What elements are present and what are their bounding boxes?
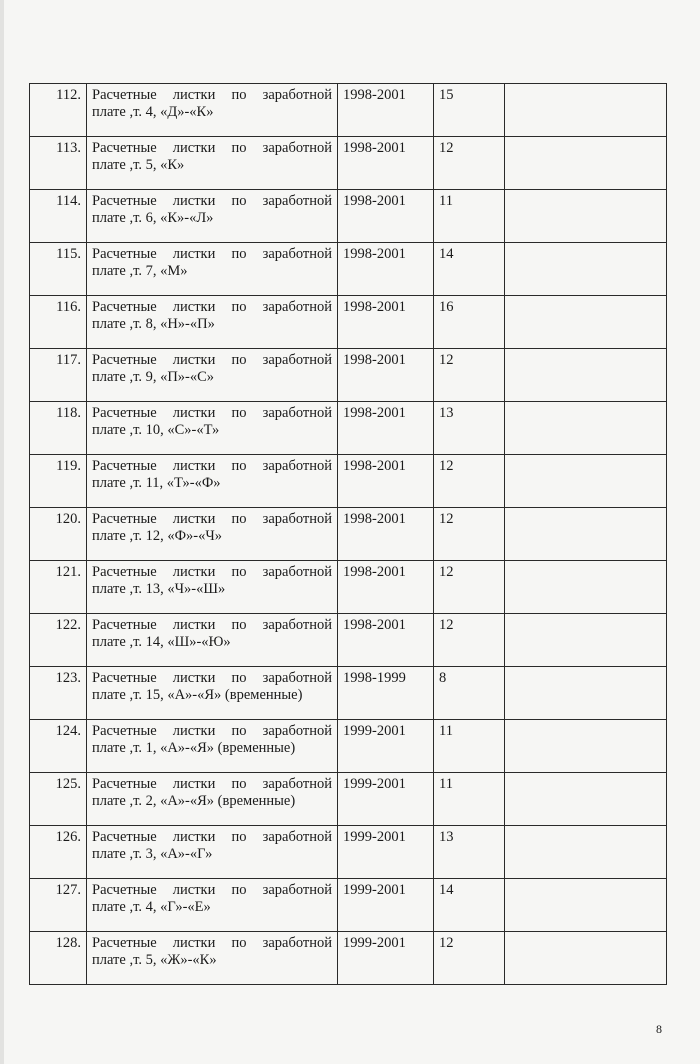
row-dates: 1998-2001 [338, 243, 434, 296]
row-title-line2: плате ,т. 13, «Ч»-«Ш» [92, 581, 226, 597]
row-number: 117. [30, 349, 87, 402]
row-title-line1: Расчетные листки по заработной [92, 246, 332, 262]
row-title [87, 932, 338, 985]
row-sheet-count: 12 [434, 455, 505, 508]
row-number: 118. [30, 402, 87, 455]
row-dates: 1999-2001 [338, 773, 434, 826]
row-sheet-count: 13 [434, 826, 505, 879]
row-dates: 1998-2001 [338, 402, 434, 455]
table-row [30, 773, 667, 826]
row-title-line2: плате ,т. 4, «Г»-«Е» [92, 899, 211, 915]
table-row [30, 667, 667, 720]
registry-table [29, 83, 667, 985]
row-title-line1: Расчетные листки по заработной [92, 140, 332, 156]
row-title-line1: Расчетные листки по заработной [92, 87, 332, 103]
table-row [30, 561, 667, 614]
row-note [505, 455, 667, 508]
row-dates: 1998-1999 [338, 667, 434, 720]
row-note [505, 614, 667, 667]
row-number: 123. [30, 667, 87, 720]
row-title [87, 84, 338, 137]
row-title-line1: Расчетные листки по заработной [92, 458, 332, 474]
row-title-line1: Расчетные листки по заработной [92, 776, 332, 792]
row-title [87, 826, 338, 879]
row-title-line2: плате ,т. 12, «Ф»-«Ч» [92, 528, 223, 544]
row-title-line1: Расчетные листки по заработной [92, 299, 332, 315]
row-dates: 1998-2001 [338, 84, 434, 137]
row-title-line2: плате ,т. 6, «К»-«Л» [92, 210, 214, 226]
row-number: 115. [30, 243, 87, 296]
row-note [505, 879, 667, 932]
row-sheet-count: 12 [434, 137, 505, 190]
row-number: 124. [30, 720, 87, 773]
row-title-line1: Расчетные листки по заработной [92, 405, 332, 421]
row-note [505, 349, 667, 402]
row-title-line1: Расчетные листки по заработной [92, 617, 332, 633]
row-title-line2: плате ,т. 15, «А»-«Я» (временные) [92, 687, 303, 703]
table-row [30, 296, 667, 349]
row-note [505, 932, 667, 985]
row-note [505, 720, 667, 773]
row-note [505, 826, 667, 879]
row-sheet-count: 13 [434, 402, 505, 455]
row-title [87, 720, 338, 773]
table-row [30, 84, 667, 137]
row-dates: 1998-2001 [338, 508, 434, 561]
row-title-line1: Расчетные листки по заработной [92, 670, 332, 686]
table-row [30, 826, 667, 879]
row-note [505, 137, 667, 190]
row-title-line1: Расчетные листки по заработной [92, 935, 332, 951]
row-note [505, 561, 667, 614]
row-title [87, 773, 338, 826]
row-title-line1: Расчетные листки по заработной [92, 564, 332, 580]
row-number: 128. [30, 932, 87, 985]
row-number: 114. [30, 190, 87, 243]
row-note [505, 84, 667, 137]
row-sheet-count: 12 [434, 614, 505, 667]
page-number: 8 [656, 1022, 662, 1036]
table-row [30, 720, 667, 773]
row-title [87, 402, 338, 455]
table-row [30, 614, 667, 667]
row-note [505, 190, 667, 243]
row-dates: 1998-2001 [338, 349, 434, 402]
table-row [30, 349, 667, 402]
row-note [505, 773, 667, 826]
row-number: 122. [30, 614, 87, 667]
row-title-line2: плате ,т. 2, «А»-«Я» (временные) [92, 793, 296, 809]
row-title [87, 455, 338, 508]
row-title [87, 243, 338, 296]
row-title [87, 190, 338, 243]
table-row [30, 932, 667, 985]
row-title-line1: Расчетные листки по заработной [92, 723, 332, 739]
row-note [505, 667, 667, 720]
row-dates: 1998-2001 [338, 561, 434, 614]
row-sheet-count: 15 [434, 84, 505, 137]
row-title [87, 137, 338, 190]
row-title-line1: Расчетные листки по заработной [92, 829, 332, 845]
row-dates: 1998-2001 [338, 296, 434, 349]
row-number: 126. [30, 826, 87, 879]
row-number: 119. [30, 455, 87, 508]
row-sheet-count: 12 [434, 932, 505, 985]
row-number: 120. [30, 508, 87, 561]
row-title [87, 614, 338, 667]
row-title-line2: плате ,т. 14, «Ш»-«Ю» [92, 634, 231, 650]
table-row [30, 137, 667, 190]
table-row [30, 402, 667, 455]
row-title-line2: плате ,т. 9, «П»-«С» [92, 369, 215, 385]
row-title [87, 561, 338, 614]
row-title [87, 667, 338, 720]
table-row [30, 190, 667, 243]
row-sheet-count: 12 [434, 508, 505, 561]
table-row [30, 508, 667, 561]
row-dates: 1999-2001 [338, 932, 434, 985]
row-dates: 1998-2001 [338, 455, 434, 508]
row-number: 113. [30, 137, 87, 190]
row-title-line2: плате ,т. 11, «Т»-«Ф» [92, 475, 221, 491]
row-note [505, 402, 667, 455]
row-title-line2: плате ,т. 1, «А»-«Я» (временные) [92, 740, 296, 756]
row-title-line1: Расчетные листки по заработной [92, 511, 332, 527]
row-number: 112. [30, 84, 87, 137]
row-title [87, 508, 338, 561]
row-sheet-count: 12 [434, 349, 505, 402]
row-sheet-count: 11 [434, 190, 505, 243]
table-row [30, 879, 667, 932]
row-dates: 1999-2001 [338, 720, 434, 773]
row-title-line2: плате ,т. 5, «Ж»-«К» [92, 952, 217, 968]
row-number: 116. [30, 296, 87, 349]
row-sheet-count: 11 [434, 720, 505, 773]
row-note [505, 508, 667, 561]
row-title [87, 296, 338, 349]
row-title-line2: плате ,т. 8, «Н»-«П» [92, 316, 215, 332]
row-dates: 1998-2001 [338, 190, 434, 243]
row-dates: 1999-2001 [338, 879, 434, 932]
row-number: 125. [30, 773, 87, 826]
row-title-line2: плате ,т. 3, «А»-«Г» [92, 846, 213, 862]
row-dates: 1998-2001 [338, 137, 434, 190]
row-sheet-count: 14 [434, 243, 505, 296]
row-title-line2: плате ,т. 5, «К» [92, 157, 185, 173]
row-number: 127. [30, 879, 87, 932]
row-dates: 1999-2001 [338, 826, 434, 879]
table-row [30, 243, 667, 296]
row-sheet-count: 12 [434, 561, 505, 614]
row-title-line2: плате ,т. 4, «Д»-«К» [92, 104, 214, 120]
row-sheet-count: 8 [434, 667, 505, 720]
row-title-line1: Расчетные листки по заработной [92, 193, 332, 209]
row-title-line2: плате ,т. 7, «М» [92, 263, 188, 279]
row-title-line2: плате ,т. 10, «С»-«Т» [92, 422, 220, 438]
row-dates: 1998-2001 [338, 614, 434, 667]
row-title-line1: Расчетные листки по заработной [92, 352, 332, 368]
row-title-line1: Расчетные листки по заработной [92, 882, 332, 898]
scan-edge [0, 0, 4, 1064]
table-row [30, 455, 667, 508]
row-sheet-count: 14 [434, 879, 505, 932]
row-note [505, 296, 667, 349]
row-note [505, 243, 667, 296]
row-sheet-count: 16 [434, 296, 505, 349]
row-number: 121. [30, 561, 87, 614]
row-sheet-count: 11 [434, 773, 505, 826]
row-title [87, 879, 338, 932]
registry-table-body [30, 84, 667, 985]
row-title [87, 349, 338, 402]
